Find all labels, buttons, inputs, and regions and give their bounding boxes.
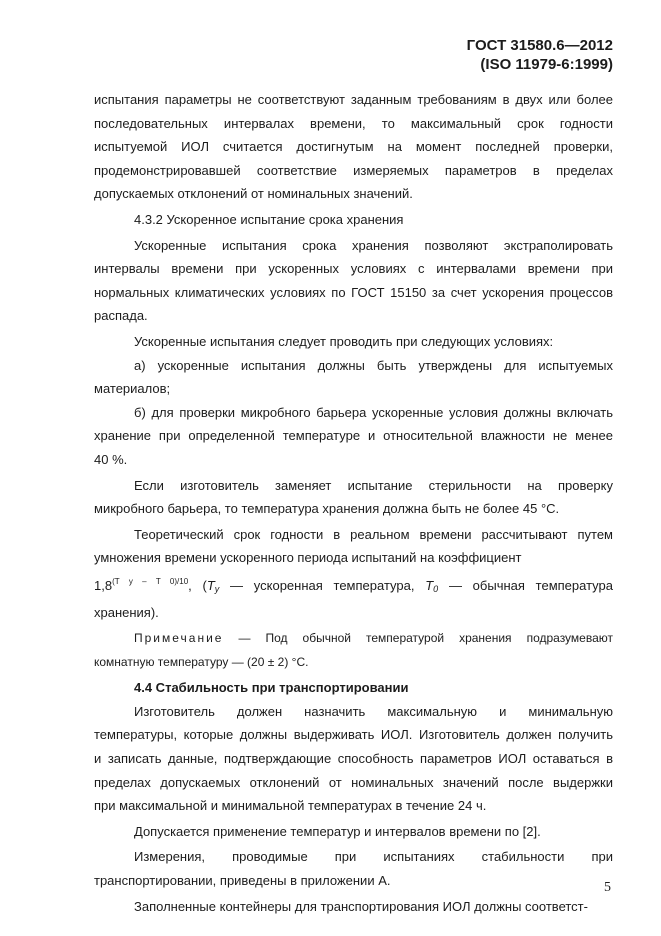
formula-exponent: (T y – T 0)/10: [112, 576, 189, 586]
temp-subscript-y: y: [214, 583, 220, 594]
paragraph-theoretical-shelf-life: [94, 523, 613, 625]
text-line: Теоретический срок годности в реальном времени рассчитывают путем: [134, 526, 613, 542]
note-line: комнатную температуру — (20 ± 2) °С.: [94, 654, 309, 669]
text-line: б) для проверки микробного барьера ускоренные условия должны включать: [134, 404, 613, 420]
text-line: Измерения, проводимые при испытаниях стабильности при: [134, 849, 613, 865]
text-line: при максимальной и минимальной температурах в течение 24 ч.: [94, 798, 487, 814]
note-line: [94, 627, 613, 651]
text-line: Изготовитель должен назначить максимальную и минимальную: [134, 703, 613, 719]
paragraph-allowed: Допускается применение температур и интервалов времени по [2].: [134, 823, 541, 839]
text-line: хранения).: [94, 605, 159, 621]
text-line: пределах допускаемых отклонений от номинальных значений после выдержки: [94, 774, 613, 790]
formula-base: 1,8: [94, 577, 113, 593]
note-text: — Под обычной температурой хранения подразумевают: [238, 631, 613, 646]
text-line: а) ускоренные испытания должны быть утверждены для испытуемых: [134, 357, 613, 373]
text-line: умножения времени ускоренного периода испытаний на коэффициент: [94, 550, 522, 566]
text-line: 40 %.: [94, 451, 128, 467]
note-label: Примечание: [134, 631, 224, 646]
text-line: нормальных климатических условиях по ГОСТ 15150 за счет ускорения процессов: [94, 284, 613, 300]
temp-symbol-t0: T: [425, 577, 434, 593]
paragraph-sterility: [94, 474, 613, 521]
formula-text-2: — обычная температура: [448, 577, 613, 593]
paragraph-containers: Заполненные контейнеры для транспортирования ИОЛ должны соответст-: [134, 898, 588, 914]
paragraph-manufacturer: [94, 700, 613, 818]
list-item-a: [94, 354, 613, 401]
paragraph-continuation: [94, 88, 613, 206]
text-line: микробного барьера, то температура хранения должна быть не более 45 °С.: [94, 501, 560, 517]
text-line: последовательных интервалах времени, то максимальный срок годности: [94, 115, 613, 131]
formula-line: $1,8^{(T y - T 0)/10}$, ($T_y$ — ускоренная температура, $T_0$ — обычная температура: [94, 576, 613, 594]
section-heading-4-4: 4.4 Стабильность при транспортировании: [134, 680, 409, 696]
text-line: материалов;: [94, 381, 171, 397]
paragraph-conditions: Ускоренные испытания следует проводить при следующих условиях:: [134, 333, 554, 349]
list-item-b: [94, 401, 613, 472]
text-line: испытуемой ИОЛ считается достигнутым на момент последней проверки,: [94, 139, 613, 155]
standard-number: ГОСТ 31580.6—2012: [466, 37, 613, 54]
document-header: [467, 36, 613, 74]
text-line: Ускоренные испытания срока хранения позволяют экстраполировать: [134, 237, 613, 253]
paragraph-accelerated-tests: [94, 234, 613, 328]
text-line: испытания параметры не соответствуют заданным требованиям в двух или более: [94, 92, 613, 107]
paragraph-measurements: [94, 845, 613, 892]
text-line: допускаемых отклонений от номинальных значений.: [94, 186, 413, 202]
text-line: транспортировании, приведены в приложении А.: [94, 873, 391, 888]
formula-text-1: — ускоренная температура,: [230, 577, 415, 593]
section-heading-4-3-2: 4.3.2 Ускоренное испытание срока хранения: [134, 211, 404, 227]
page-number: 5: [604, 880, 611, 895]
temp-subscript-0: 0: [433, 583, 439, 594]
text-line: и записать данные, подтверждающие способность параметров ИОЛ оставаться в: [94, 751, 613, 767]
text-line: хранение при определенной температуре и относительной влажности не менее: [94, 428, 613, 444]
text-line: интервалы времени при ускоренных условиях с интервалами времени при: [94, 261, 613, 277]
document-body: [94, 88, 613, 918]
text-line: температуры, которые должны выдерживать ИОЛ. Изготовитель должен получить: [94, 727, 613, 743]
text-line: Если изготовитель заменяет испытание стерильности на проверку: [134, 477, 613, 493]
text-line: распада.: [94, 308, 148, 324]
iso-reference: (ISO 11979-6:1999): [480, 56, 613, 73]
text-line: продемонстрировавшей соответствие измеряемых параметров в пределах: [94, 162, 613, 178]
temp-symbol-ty: T: [206, 577, 215, 593]
note-block: [94, 627, 613, 674]
